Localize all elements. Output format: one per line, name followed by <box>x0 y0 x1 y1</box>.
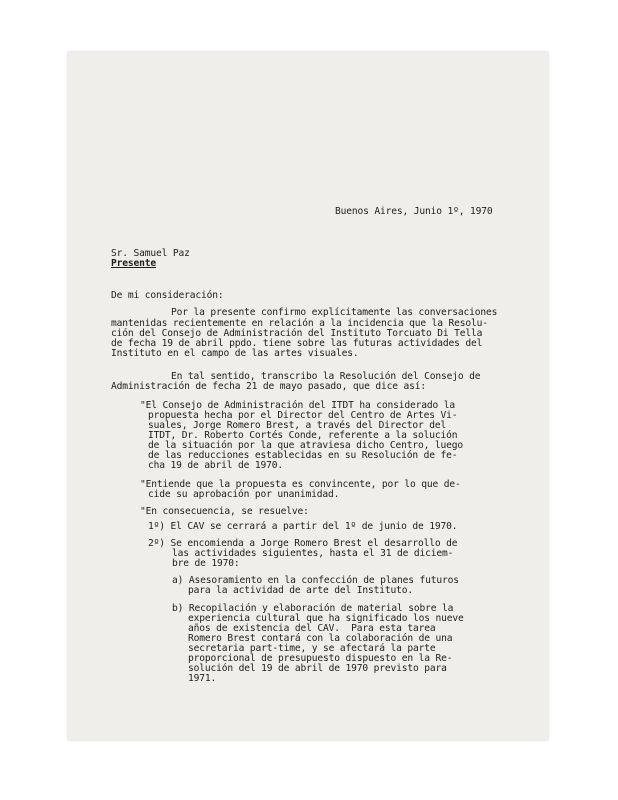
sub-item-a: a) Asesoramiento en la confección de planes futuros <box>172 575 459 586</box>
salutation: De mi consideración: <box>111 290 224 301</box>
sub-item-b: b) Recopilación y elaboración de material sobre la <box>172 603 454 614</box>
paragraph-2-line: En tal sentido, transcribo la Resolución del Consejo de <box>171 371 481 382</box>
resolution-item-1: 1º) El CAV se cerrará a partir del 1º de junio de 1970. <box>148 521 458 532</box>
recipient-name: Sr. Samuel Paz <box>111 248 190 259</box>
resolution-quote-line: cha 19 de abril de 1970. <box>148 460 284 471</box>
resolution-quote-line: ITDT, Dr. Roberto Cortés Conde, referente a la solución <box>148 430 458 441</box>
sub-item-b: 1971. <box>188 673 217 684</box>
resolution-quote-line: suales, Jorge Romero Brest, a través del Director del <box>148 420 447 431</box>
letter-page <box>68 52 548 740</box>
sub-item-a: para la actividad de arte del Instituto. <box>188 585 414 596</box>
sub-item-b: Romero Brest contará con la colaboración de una <box>188 633 453 644</box>
resolution-quote-line: de la situación por la que atraviesa dicho Centro, luego <box>148 440 464 451</box>
resolution-quote-line: "El Consejo de Administración del ITDT ha considerado la <box>140 400 456 411</box>
paragraph-1-line: Instituto en el campo de las artes visuales. <box>111 348 359 359</box>
resolution-quote-line: de las reducciones establecidas en su Resolución de fe- <box>148 450 458 461</box>
resolution-quote-line: "Entiende que la propuesta es convincente, por lo que de- <box>140 479 461 490</box>
sub-item-b: experiencia cultural que ha significado los nueve <box>188 613 464 624</box>
resolution-item-2: 2º) Se encomienda a Jorge Romero Brest el desarrollo de <box>148 538 458 549</box>
paragraph-1-line: mantenidas recientemente en relación a la incidencia que la Resolu- <box>111 318 488 329</box>
paragraph-1-line: ción del Consejo de Administración del Instituto Torcuato Di Tella <box>111 328 483 339</box>
paragraph-2-line: Administración de fecha 21 de mayo pasado, que dice así: <box>111 381 427 392</box>
letter-date: Buenos Aires, Junio 1º, 1970 <box>335 206 493 217</box>
paragraph-1-line: Por la presente confirmo explícitamente las conversaciones <box>171 307 498 318</box>
resolution-intro: "En consecuencia, se resuelve: <box>140 506 309 517</box>
resolution-item-2: bre de 1970: <box>172 558 240 569</box>
recipient-presente: Presente <box>111 258 157 269</box>
paragraph-1-line: de fecha 19 de abril ppdo. tiene sobre las futuras actividades del <box>111 338 483 349</box>
resolution-quote-line: cide su aprobación por unanimidad. <box>148 489 340 500</box>
resolution-item-2: las actividades siguientes, hasta el 31 de diciem- <box>172 548 454 559</box>
resolution-quote-line: propuesta hecha por el Director del Centro de Artes Vi- <box>148 410 458 421</box>
sub-item-b: proporcional de presupuesto dispuesto en la Re- <box>188 653 453 664</box>
sub-item-b: solución del 19 de abril de 1970 previsto para <box>188 663 447 674</box>
sub-item-b: secretaria part-time, y se afectará la parte <box>188 643 436 654</box>
sub-item-b: años de existencia del CAV. Para esta tarea <box>188 623 436 634</box>
